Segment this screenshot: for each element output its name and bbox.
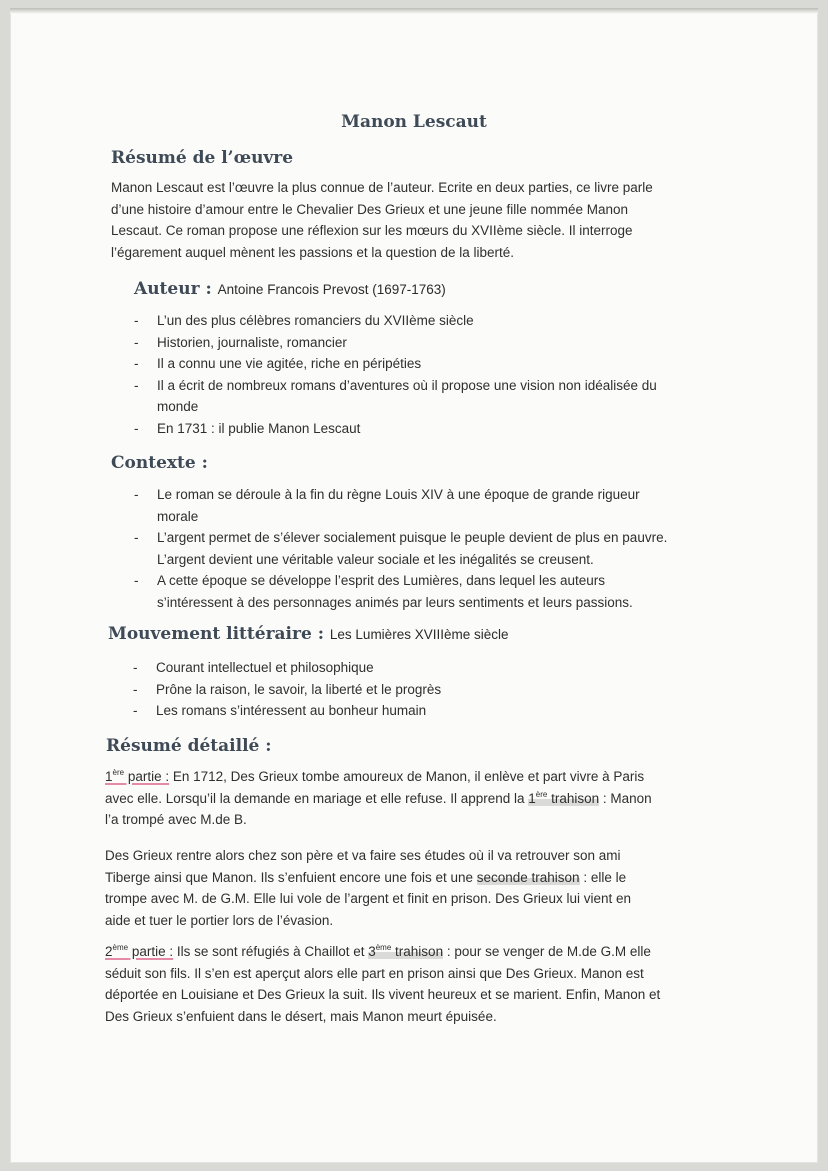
resume-line: Lescaut. Ce roman propose une réflexion sur les mœurs du XVIIème siècle. Il interroge bbox=[111, 223, 633, 238]
list-item: - A cette époque se développe l’esprit des Lumières, dans lequel les auteurs s’intéressent à des personnages animés par leurs sentiments et leurs passions. bbox=[134, 570, 667, 613]
mouvement-heading bbox=[108, 624, 509, 644]
auteur-list bbox=[134, 310, 657, 439]
detail-paragraph-2: Des Grieux rentre alors chez son père et va faire ses études où il va retrouver son ami Tiberge ainsi que Manon. Ils s’enfuient encore une fois et une seconde trahison : elle le trompe avec M. de G.M. Elle lui vole de l’argent et finit en prison. Des Grieux lui vient en aide et tuer le portier lors de l’évasion. bbox=[105, 848, 631, 928]
mouvement-value: Les Lumières XVIIIème siècle bbox=[329, 627, 509, 642]
highlight-trahison-2: seconde trahison bbox=[476, 869, 580, 885]
list-item: - Le roman se déroule à la fin du règne Louis XIV à une époque de grande rigueur morale bbox=[134, 484, 667, 527]
contexte-heading: Contexte : bbox=[111, 453, 208, 473]
list-item: - Il a écrit de nombreux romans d’aventures où il propose une vision non idéalisée du monde bbox=[134, 375, 657, 418]
partie-1-label: 1ère partie : bbox=[105, 768, 170, 784]
list-item: - L’un des plus célèbres romanciers du XVIIème siècle bbox=[134, 310, 657, 332]
resume-line: l’égarement auquel mènent les passions et la question de la liberté. bbox=[111, 244, 515, 260]
list-item: - L’argent permet de s’élever socialement puisque le peuple devient de plus en pauvre. L’argent devient une véritable valeur sociale et les inégalités se creusent. bbox=[134, 527, 667, 570]
resume-heading: Résumé de l’œuvre bbox=[111, 148, 294, 168]
resume-paragraph bbox=[111, 177, 653, 263]
auteur-heading bbox=[134, 279, 446, 299]
list-item: - Il a connu une vie agitée, riche en péripéties bbox=[134, 353, 657, 375]
list-item: - En 1731 : il publie Manon Lescaut bbox=[134, 418, 657, 440]
auteur-label: Auteur : bbox=[134, 279, 212, 299]
list-item: - Les romans s’intéressent au bonheur humain bbox=[133, 700, 441, 722]
mouvement-list bbox=[133, 657, 441, 722]
detail-paragraph-3: 2ème partie : Ils se sont réfugiés à Chaillot et 3ème trahison : pour se venger de M.de G.M elle séduit son fils. Il s’en est aperçut alors elle part en prison ainsi que Des Grieux. Manon est déportée en Louisiane et Des Grieux la suit. Ils vivent heureux et se marient. Enfin, Manon et Des Grieux s’enfuient dans le désert, mais Manon meurt épuisée. bbox=[105, 943, 661, 1024]
list-item: - Historien, journaliste, romancier bbox=[134, 332, 657, 354]
list-item: - Prône la raison, le savoir, la liberté et le progrès bbox=[133, 679, 441, 701]
contexte-list bbox=[134, 484, 667, 613]
highlight-trahison-1: 1ère trahison bbox=[528, 789, 600, 806]
resume-line: Manon Lescaut est l’œuvre la plus connue de l’auteur. Ecrite en deux parties, ce livre parle bbox=[111, 180, 653, 195]
auteur-value: Antoine Francois Prevost (1697-1763) bbox=[217, 282, 446, 297]
detail-heading: Résumé détaillé : bbox=[106, 736, 272, 756]
highlight-trahison-3: 3ème trahison bbox=[368, 943, 444, 959]
detail-paragraph-1: 1ère partie : En 1712, Des Grieux tombe amoureux de Manon, il enlève et part vivre à Paris avec elle. Lorsqu’il la demande en mariage et elle refuse. Il apprend la 1ère trahison : Manon l’a trompé avec M.de B. bbox=[105, 768, 652, 827]
resume-line: d’une histoire d’amour entre le Chevalier Des Grieux et une jeune fille nommée Manon bbox=[111, 201, 629, 217]
mouvement-label: Mouvement littéraire : bbox=[108, 624, 324, 644]
list-item: - Courant intellectuel et philosophique bbox=[133, 657, 441, 679]
partie-2-label: 2ème partie : bbox=[105, 943, 174, 959]
document-title: Manon Lescaut bbox=[341, 112, 487, 132]
